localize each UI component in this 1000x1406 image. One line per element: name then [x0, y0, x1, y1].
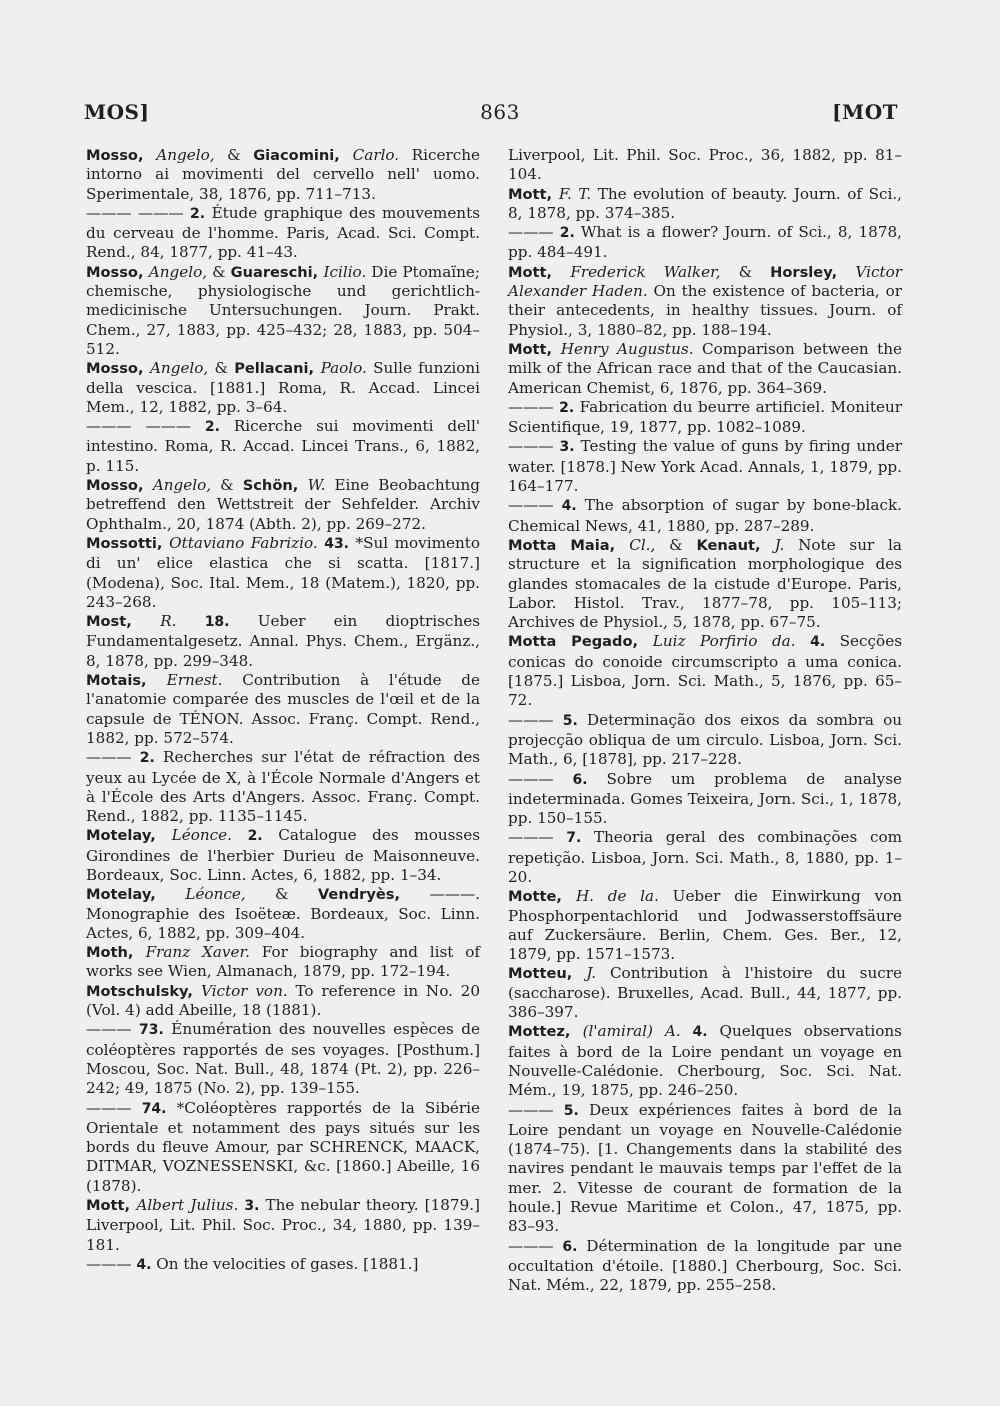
ditto-dash: ———: [508, 1100, 564, 1119]
bibliography-entry: [508, 185, 902, 224]
bibliography-entry: [508, 1237, 902, 1296]
entry-text: Determinação dos eixos da sombra ou projecção obliqua de um circulo. Lisboa, Jorn. Sci. Math., 6, [1878], pp. 217–228.: [508, 710, 902, 769]
entry-text: Liverpool, Lit. Phil. Soc. Proc., 36, 1882, pp. 81–104.: [508, 146, 902, 184]
paper-number: 3.: [559, 439, 575, 456]
author-surname: Motteu,: [508, 965, 587, 983]
bibliography-entry: [508, 964, 902, 1022]
entry-text: What is a flower? Journ. of Sci., 8, 1878, pp. 484–491.: [508, 223, 902, 262]
author-given-name: Angelo,: [156, 146, 228, 164]
entry-text: Die Ptomaïne; chemische, physiologische und gerichtlich-medicinische Untersuchungen. Journ. Prakt. Chem., 27, 1883, pp. 425–432; 28, 1883, pp. 504–512.: [86, 262, 480, 358]
ditto-dash: ———: [508, 223, 560, 242]
bibliography-entry: [86, 943, 480, 982]
bibliography-entry: [86, 826, 480, 885]
author-surname: Mosso,: [86, 147, 157, 164]
conjunction: &: [214, 359, 235, 378]
entry-text: Fabrication du beurre artificiel. Moniteur Scientifique, 19, 1877, pp. 1082–1089.: [508, 397, 903, 437]
author-surname: Motschulsky,: [86, 982, 201, 1000]
author-given-name: F. T.: [558, 184, 592, 203]
author-given-name: Victor von.: [201, 981, 288, 1000]
ditto-dash: ———: [508, 710, 563, 729]
bibliography-entry: [86, 1196, 480, 1255]
author-given-name: R.: [160, 612, 205, 631]
author-surname: Motelay,: [86, 886, 186, 904]
author-surname: Moth,: [86, 944, 146, 962]
entry-text: Recherches sur l'état de réfraction des yeux au Lycée de X, à l'École Normale d'Angers et à l'École des Arts d'Angers. Assoc. Franç. Compt. Rend., 1882, pp. 1135–1145.: [86, 748, 481, 826]
author-surname: Motta Maia,: [508, 536, 630, 554]
bibliography-entry: [86, 671, 480, 748]
paper-number: 4.: [692, 1024, 708, 1041]
entry-text: Sulle funzioni della vescica. [1881.] Roma, R. Accad. Lincei Mem., 12, 1882, pp. 3–64.: [86, 359, 480, 416]
bibliography-entry: [508, 632, 902, 710]
author-surname: Motelay,: [86, 827, 172, 845]
entry-text: Étude graphique des mouvements du cerveau de l'homme. Paris, Acad. Sci. Compt. Rend., 84, 1877, pp. 41–43.: [86, 203, 480, 262]
paper-number: 4.: [810, 634, 826, 651]
entry-text: The evolution of beauty. Journ. of Sci., 8, 1878, pp. 374–385.: [508, 184, 902, 222]
paper-number: 43.: [324, 535, 350, 552]
running-head-right: [MOT: [832, 100, 898, 124]
right-column: [508, 146, 902, 1296]
bibliography-entry: [508, 496, 902, 536]
paper-number: 7.: [566, 830, 582, 847]
entry-text: *Sul movimento di un' elice elastica che si scatta. [1817.] (Modena), Soc. Ital. Mem., 18 (Matem.), 1820, pp. 243–268.: [86, 533, 480, 611]
paper-number: 18.: [204, 614, 230, 631]
entry-text: Testing the value of guns by firing under water. [1878.] New York Acad. Annals, 1, 1879, pp. 164–177.: [508, 437, 903, 496]
bibliography-entry: [86, 1020, 480, 1098]
entry-text: For biography and list of works see Wien, Almanach, 1879, pp. 172–194.: [86, 943, 480, 981]
ditto-dash: ———: [86, 748, 140, 767]
conjunction: &: [669, 535, 697, 554]
coauthor-surname: Vendryès,: [317, 886, 430, 904]
author-given-name: Frederick Walker,: [570, 262, 739, 281]
author-surname: Motta Pegado,: [508, 633, 653, 651]
entry-text: The absorption of sugar by bone-black. Chemical News, 41, 1880, pp. 287–289.: [508, 496, 902, 535]
entry-text: Détermination de la longitude par une occultation d'étoile. [1880.] Cherbourg, Soc. Sci. Nat. Mém., 22, 1879, pp. 255–258.: [508, 1236, 903, 1295]
bibliography-entry: [86, 1099, 480, 1196]
bibliography-entry: [86, 534, 480, 612]
entry-text: Monographie des Isoëteæ. Bordeaux, Soc. Linn. Actes, 6, 1882, pp. 309–404.: [86, 904, 480, 942]
bibliography-entry: [508, 887, 902, 964]
coauthor-given-name: W.: [307, 476, 326, 495]
coauthor-given-name: ———.: [429, 885, 480, 904]
paper-number: 2.: [559, 399, 575, 416]
entry-text: On the existence of bacteria, or their antecedents, in healthy tissues. Journ. of Physiol., 3, 1880–82, pp. 188–194.: [508, 282, 902, 339]
entry-text: Contribution à l'étude de l'anatomie comparée des muscles de l'œil et de la capsule de TÉNON. Assoc. Franç. Compt. Rend., 1882, pp. 572–574.: [86, 671, 480, 747]
bibliography-entry: [508, 711, 902, 770]
ditto-dash: ———: [508, 496, 562, 515]
bibliography-entry: [86, 748, 480, 826]
paper-number: 6.: [572, 771, 588, 788]
bibliography-entry: [86, 359, 480, 417]
author-given-name: (l'amiral) A.: [582, 1022, 693, 1041]
entry-text: *Coléoptères rapportés de la Sibérie Orientale et notamment des pays situés sur les bords du fleuve Amour, par SCHRENCK, MAACK, DITMAR, VOZNESSENSKI, &c. [1860.] Abeille, 16 (1878).: [86, 1098, 481, 1195]
author-given-name: H. de la.: [575, 887, 659, 906]
author-surname: Mosso,: [86, 360, 150, 378]
bibliography-entry: [86, 476, 480, 534]
author-surname: Motte,: [508, 888, 576, 906]
bibliography-entry: [508, 437, 902, 496]
author-surname: Mott,: [508, 263, 571, 281]
author-given-name: Angelo,: [152, 476, 221, 495]
bibliography-entry: [86, 263, 480, 359]
page-number: 863: [480, 100, 520, 124]
coauthor-given-name: Victor Alexander Haden.: [508, 262, 902, 301]
bibliography-entry: [86, 204, 480, 263]
author-given-name: Léonce,: [185, 885, 276, 904]
author-given-name: Ottaviano Fabrizio.: [169, 533, 325, 552]
author-given-name: Albert Julius.: [136, 1196, 245, 1215]
paper-number: 2.: [190, 205, 206, 222]
coauthor-surname: Pellacani,: [234, 360, 321, 378]
bibliography-entry: [86, 417, 480, 476]
author-surname: Mott,: [508, 340, 561, 358]
ditto-dash: ——— ———: [86, 203, 191, 222]
entry-text: Theoria geral des combinações com repetição. Lisboa, Jorn. Sci. Math., 8, 1880, pp. 1–20.: [508, 828, 902, 886]
left-column: [86, 146, 480, 1275]
entry-text: On the velocities of gases. [1881.]: [151, 1254, 419, 1273]
paper-number: 2.: [204, 419, 220, 436]
bibliography-entry: [508, 340, 902, 398]
coauthor-surname: Horsley,: [770, 263, 856, 281]
bibliography-entry: [86, 1255, 480, 1275]
bibliography-entry: [508, 536, 902, 632]
entry-text: Ueber ein dioptrisches Fundamentalgesetz. Annal. Phys. Chem., Ergänz., 8, 1878, pp. 299–348.: [86, 612, 481, 670]
entry-text: Comparison between the milk of the African race and that of the Caucasian. American Chemist, 6, 1876, pp. 364–369.: [508, 339, 902, 397]
ditto-dash: ———: [508, 769, 573, 788]
author-surname: Mott,: [508, 185, 559, 203]
coauthor-given-name: Carlo.: [352, 146, 400, 164]
entry-text: Énumération des nouvelles espèces de coléoptères rapportés de ses voyages. [Posthum.] Moscou, Soc. Nat. Bull., 48, 1874 (Pt. 2), pp. 226–242; 49, 1875 (No. 2), pp. 139–155.: [86, 1020, 480, 1098]
paper-number: 2.: [139, 750, 155, 767]
ditto-dash: ——— ———: [86, 417, 205, 436]
bibliography-entry: [508, 398, 902, 438]
bibliography-entry: [508, 770, 902, 829]
entry-text: To reference in No. 20 (Vol. 4) add Abeille, 18 (1881).: [86, 981, 481, 1020]
author-surname: Most,: [86, 613, 161, 631]
coauthor-surname: Guareschi,: [230, 263, 324, 281]
entry-text: Contribution à l'histoire du sucre (saccharose). Bruxelles, Acad. Bull., 44, 1877, pp. 386–397.: [508, 964, 902, 1022]
author-surname: Mottez,: [508, 1023, 583, 1041]
bibliography-entry: [86, 982, 480, 1021]
paper-number: 74.: [141, 1100, 167, 1117]
ditto-dash: ———: [86, 1098, 142, 1117]
coauthor-surname: Giacomini,: [253, 147, 353, 164]
author-surname: Mott,: [86, 1197, 137, 1215]
ditto-dash: ———: [86, 1020, 139, 1039]
author-surname: Mosso,: [86, 263, 149, 281]
paper-number: 5.: [562, 712, 578, 729]
conjunction: &: [227, 146, 254, 164]
conjunction: &: [275, 885, 318, 904]
paper-number: 6.: [562, 1238, 578, 1255]
coauthor-given-name: Paolo.: [320, 359, 367, 378]
entry-text: Secções conicas do conoide circumscripto a uma conica. [1875.] Lisboa, Jorn. Sci. Math., 5, 1876, pp. 65–72.: [508, 632, 902, 710]
coauthor-given-name: J.: [774, 535, 785, 554]
entry-text: Ueber die Einwirkung von Phosphorpentachlorid und Jodwasserstoffsäure auf Zuckersäure. Berlin, Chem. Ges. Ber., 12, 1879, pp. 1571–1573.: [508, 887, 902, 964]
coauthor-surname: Schön,: [242, 477, 308, 495]
conjunction: &: [738, 262, 771, 281]
author-surname: Motais,: [86, 672, 167, 690]
paper-number: 2.: [559, 225, 575, 242]
author-given-name: Henry Augustus.: [560, 339, 694, 358]
ditto-dash: ———: [508, 828, 567, 847]
author-surname: Mosso,: [86, 477, 153, 495]
author-given-name: J.: [586, 964, 597, 983]
ditto-dash: ———: [508, 1236, 563, 1255]
conjunction: &: [212, 262, 231, 281]
paper-number: 5.: [563, 1102, 579, 1119]
author-given-name: Franz Xaver.: [145, 943, 250, 962]
author-given-name: Cl.,: [629, 535, 670, 554]
paper-number: 4.: [136, 1256, 152, 1273]
author-given-name: Léonce.: [171, 826, 248, 845]
bibliography-entry: [508, 1022, 902, 1100]
author-surname: Mossotti,: [86, 534, 170, 552]
entry-text: The nebular theory. [1879.] Liverpool, Lit. Phil. Soc. Proc., 34, 1880, pp. 139–181.: [86, 1196, 480, 1254]
bibliography-entry: [508, 1101, 902, 1237]
ditto-dash: ———: [508, 437, 560, 456]
author-given-name: Angelo,: [148, 262, 213, 281]
coauthor-given-name: Icilio.: [323, 262, 367, 281]
author-given-name: Ernest.: [166, 671, 223, 690]
paper-number: 2.: [247, 828, 263, 845]
bibliography-entry: [86, 146, 480, 204]
entry-text: Ricerche intorno ai movimenti del cervello nell' uomo. Sperimentale, 38, 1876, pp. 711–713.: [86, 146, 480, 203]
entry-text: Deux expériences faites à bord de la Loire pendant un voyage en Nouvelle-Calédonie (1874–75). [1. Changements dans la stabilité des navires pendant le mauvais temps par l'effet de la mer. 2. Vitesse de courant de formation de la houle.] Revue Maritime et Colon., 47, 1875, pp. 83–93.: [508, 1100, 902, 1236]
bibliography-entry: [508, 263, 902, 340]
bibliography-entry: [508, 828, 902, 887]
bibliography-entry: [508, 223, 902, 263]
ditto-dash: ———: [508, 397, 560, 416]
conjunction: &: [220, 476, 243, 495]
author-given-name: Angelo,: [149, 359, 215, 378]
entry-text: Note sur la structure et la signification morphologique des glandes stomacales de la cistude d'Europe. Paris, Labor. Histol. Trav., 1877–78, pp. 105–113; Archives de Physiol., 5, 1878, pp. 67–75.: [508, 535, 902, 632]
bibliography-entry: [508, 146, 902, 185]
paper-number: 4.: [561, 498, 577, 515]
running-head-left: MOS]: [84, 100, 150, 124]
entry-text: Quelques observations faites à bord de la Loire pendant un voyage en Nouvelle-Calédonie. Cherbourg, Soc. Sci. Nat. Mém., 19, 1875, pp. 246–250.: [508, 1022, 902, 1100]
bibliography-entry: [86, 885, 480, 943]
ditto-dash: ———: [86, 1254, 137, 1273]
entry-text: Sobre um problema de analyse indeterminada. Gomes Teixeira, Jorn. Sci., 1, 1878, pp. 150–155.: [508, 769, 902, 828]
bibliography-entry: [86, 612, 480, 671]
entry-text: Ricerche sui movimenti dell' intestino. Roma, R. Accad. Lincei Trans., 6, 1882, p. 115.: [86, 417, 480, 475]
author-given-name: Luiz Porfirio da.: [652, 632, 811, 651]
coauthor-surname: Kenaut,: [696, 536, 775, 554]
entry-text: Catalogue des mousses Girondines de l'herbier Durieu de Maisonneuve. Bordeaux, Soc. Linn. Actes, 6, 1882, pp. 1–34.: [86, 826, 480, 884]
entry-text: Eine Beobachtung betreffend den Wettstreit der Sehfelder. Archiv Ophthalm., 20, 1874 (Abth. 2), pp. 269–272.: [86, 476, 480, 533]
paper-number: 73.: [139, 1022, 164, 1039]
paper-number: 3.: [244, 1198, 260, 1215]
